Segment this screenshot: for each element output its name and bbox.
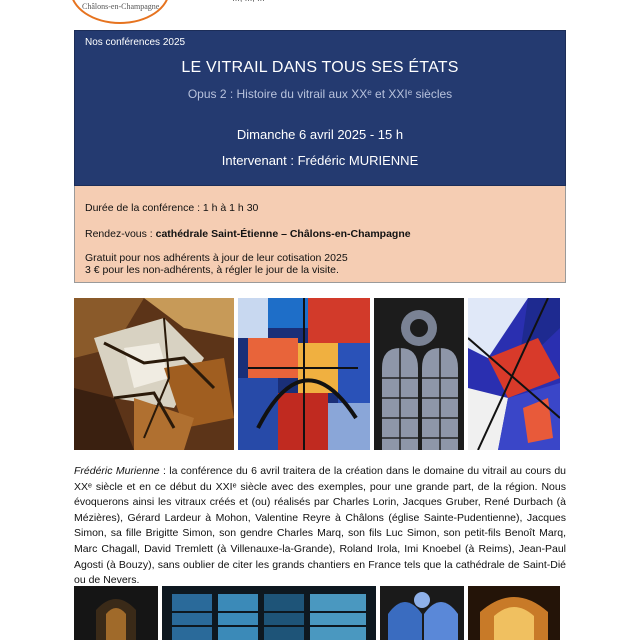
practical-info xyxy=(74,186,566,283)
conference-title: LE VITRAIL DANS TOUS SES ÉTATS xyxy=(181,59,459,76)
conference-subtitle: Opus 2 : Histoire du vitrail aux XXᵉ et XXIᵉ siècles xyxy=(187,87,453,101)
duration: Durée de la conférence : 1 h à 1 h 30 xyxy=(85,202,259,214)
meeting-point-place: cathédrale Saint-Étienne – Châlons-en-Champagne xyxy=(155,228,411,240)
conference-date: Dimanche 6 avril 2025 - 15 h xyxy=(236,127,404,142)
photo-bottom-4 xyxy=(468,586,560,640)
conference-header xyxy=(74,30,566,186)
photo-bottom-2 xyxy=(162,586,376,640)
meeting-point xyxy=(85,228,411,240)
photo-stained-glass-gothic-window xyxy=(374,298,464,450)
logo-text: Châlons-en-Champagne xyxy=(82,2,160,11)
conference-description xyxy=(74,464,566,589)
description-lead: Frédéric Murienne xyxy=(74,465,160,477)
photo-stained-glass-abstract-blue xyxy=(468,298,560,450)
price-others: 3 € pour les non-adhérents, à régler le jour de la visite. xyxy=(85,264,339,276)
description-body: : la conférence du 6 avril traitera de la création dans le domaine du vitrail au cours du XXᵉ siècle et en ce début du XXIᵉ siècle avec des exemples, pour une grande part, de la région. Nous évoquerons ainsi les vitraux créés et (ou) réalisés par Charles Lorin, Jacques Gruber, René Durbach (à Mézières), Gérard Lardeur à Mohon, Valentine Reyre à Châlons (église Sainte-Pudentienne), Jacques Simon, sa fille Brigitte Simon, son gendre Charles Marq, son fils Luc Simon, son petit-fils Benoît Marq, Marc Chagall, David Tremlett (à Villenauxe-la-Grande), Roland Irola, Imi Knoebel (à Reims), Jean-Paul Agosti (à Bouzy), sans oublier de citer les grands chantiers en France tels que la cathédrale de Saint-Dié ou de Nevers. xyxy=(74,465,566,587)
conference-speaker: Intervenant : Frédéric MURIENNE xyxy=(221,153,419,168)
photo-bottom-1 xyxy=(74,586,158,640)
series-tag: Nos conférences 2025 xyxy=(85,37,186,48)
photo-stained-glass-abstract-red xyxy=(238,298,370,450)
photo-stained-glass-figure xyxy=(74,298,234,450)
top-line xyxy=(232,0,532,4)
price-members: Gratuit pour nos adhérents à jour de leur cotisation 2025 xyxy=(85,252,348,264)
meeting-point-label: Rendez-vous : xyxy=(85,228,156,240)
logo xyxy=(70,0,170,24)
photo-bottom-3 xyxy=(380,586,464,640)
